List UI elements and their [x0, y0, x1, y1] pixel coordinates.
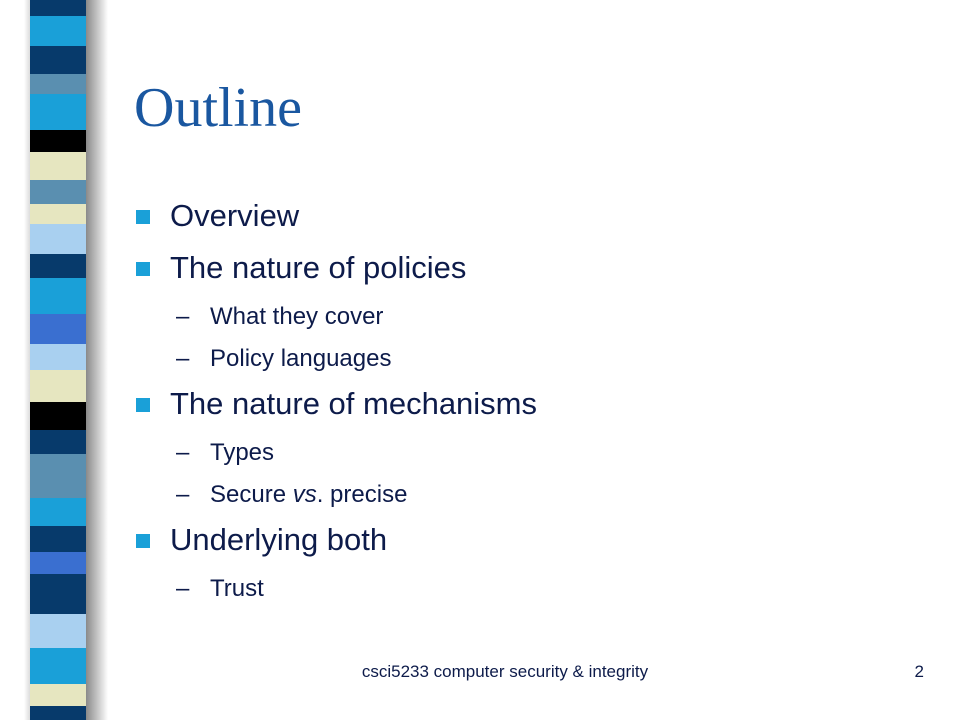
- stripe-segment: [30, 526, 86, 552]
- dash-bullet-icon: –: [176, 303, 190, 330]
- sub-bullet-text: What they cover: [210, 303, 384, 330]
- stripe-segment: [30, 314, 86, 344]
- square-bullet-icon: [136, 398, 150, 412]
- stripe-segment: [30, 0, 86, 16]
- stripe-segment: [30, 224, 86, 254]
- slide-title: Outline: [134, 77, 302, 139]
- stripe-segment: [30, 130, 86, 152]
- page-number: 2: [914, 662, 924, 681]
- stripe-segment: [30, 402, 86, 430]
- sub-bullet-text-prefix: Secure: [210, 481, 293, 508]
- stripe-segment: [30, 454, 86, 498]
- stripe-segment: [30, 278, 86, 314]
- bullet-text: The nature of policies: [170, 250, 467, 285]
- decorative-stripe-bar: [30, 0, 86, 720]
- bullet-text: Overview: [170, 198, 300, 233]
- bullet-text: Underlying both: [170, 522, 388, 557]
- stripe-segment: [30, 574, 86, 614]
- sub-bullet-text: [210, 481, 407, 508]
- square-bullet-icon: [136, 210, 150, 224]
- dash-bullet-icon: –: [176, 575, 190, 602]
- stripe-segment: [30, 552, 86, 574]
- stripe-segment: [30, 614, 86, 648]
- stripe-segment: [30, 180, 86, 204]
- stripe-segment: [30, 648, 86, 684]
- sub-bullet-types: [132, 432, 892, 474]
- stripe-segment: [30, 430, 86, 454]
- sub-bullet-text-suffix: . precise: [316, 481, 408, 508]
- stripe-segment: [30, 204, 86, 224]
- bullet-item-overview: [132, 192, 892, 244]
- dash-bullet-icon: –: [176, 481, 190, 508]
- slide-footer: csci5233 computer security & integrity: [361, 662, 649, 681]
- square-bullet-icon: [136, 534, 150, 548]
- bullet-item-mechanisms: [132, 380, 892, 432]
- stripe-segment: [30, 706, 86, 720]
- sub-bullet-text: Policy languages: [210, 345, 392, 372]
- stripe-segment: [30, 94, 86, 130]
- stripe-segment: [30, 16, 86, 46]
- stripe-segment: [30, 370, 86, 402]
- bullet-text: The nature of mechanisms: [170, 386, 538, 421]
- bullet-item-policies: [132, 244, 892, 296]
- stripe-segment: [30, 254, 86, 278]
- stripe-segment: [30, 152, 86, 180]
- bullet-item-underlying: [132, 516, 892, 568]
- sub-bullet-secure-vs-precise: [132, 474, 892, 516]
- stripe-segment: [30, 344, 86, 370]
- stripe-shadow: [86, 0, 108, 720]
- sub-bullet-policy-languages: [132, 338, 892, 380]
- sub-bullet-text: Types: [210, 439, 275, 466]
- dash-bullet-icon: –: [176, 345, 190, 372]
- sub-bullet-trust: [132, 568, 892, 610]
- sub-bullet-text-italic: vs: [292, 481, 317, 508]
- bullet-list: [132, 192, 892, 610]
- sub-bullet-what-they-cover: [132, 296, 892, 338]
- dash-bullet-icon: –: [176, 439, 190, 466]
- stripe-segment: [30, 46, 86, 74]
- stripe-segment: [30, 684, 86, 706]
- sub-bullet-text: Trust: [210, 575, 264, 602]
- stripe-segment: [30, 498, 86, 526]
- stripe-segment: [30, 74, 86, 94]
- square-bullet-icon: [136, 262, 150, 276]
